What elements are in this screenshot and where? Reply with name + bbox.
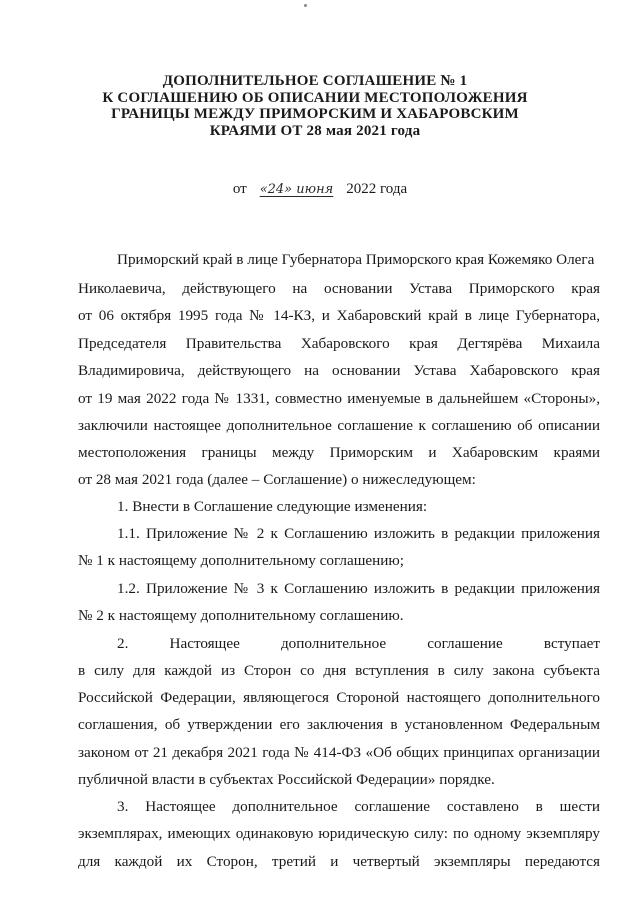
date-line [0, 181, 640, 198]
scan-speck [304, 4, 307, 7]
body-line: № 1 к настоящему дополнительному соглашению; [78, 552, 404, 569]
body-line: Владимировича, действующего на основании Устава Хабаровского края [78, 362, 600, 379]
body-line: 1.1. Приложение № 2 к Соглашению изложить в редакции приложения [117, 525, 600, 542]
body-line: Приморский край в лице Губернатора Приморского края Кожемяко Олега [117, 251, 595, 268]
body-line: местоположения границы между Приморским и Хабаровским краями [78, 444, 600, 461]
body-line: 1. Внести в Соглашение следующие изменения: [117, 498, 428, 515]
body-line: № 2 к настоящему дополнительному соглашению. [78, 607, 404, 624]
body-line: экземплярах, имеющих одинаковую юридическую силу: по одному экземпляру [78, 825, 600, 842]
handwritten-date: «24» июня [259, 182, 334, 197]
body-line: от 19 мая 2022 года № 1331, совместно именуемые в дальнейшем «Стороны», [78, 390, 600, 407]
body-line: Николаевича, действующего на основании Устава Приморского края [78, 280, 600, 297]
body-line: соглашения, об утверждении его заключения в установленном Федеральным [78, 716, 600, 733]
title-line: ГРАНИЦЫ МЕЖДУ ПРИМОРСКИМ И ХАБАРОВСКИМ [111, 106, 519, 122]
body-line: заключили настоящее дополнительное соглашение к соглашению об описании [78, 417, 600, 434]
title-line: ДОПОЛНИТЕЛЬНОЕ СОГЛАШЕНИЕ № 1 [162, 73, 468, 89]
date-prefix: от [232, 181, 247, 197]
body-line: публичной власти в субъектах Российской Федерации» порядке. [78, 771, 495, 788]
body-line: от 06 октября 1995 года № 14-КЗ, и Хабаровский край в лице Губернатора, [78, 307, 600, 324]
body-line: Российской Федерации, являющегося Стороной настоящего дополнительного [78, 689, 600, 706]
title-line: К СОГЛАШЕНИЮ ОБ ОПИСАНИИ МЕСТОПОЛОЖЕНИЯ [102, 89, 528, 106]
body-line: от 28 мая 2021 года (далее – Соглашение) о нижеследующем: [78, 471, 476, 488]
body-line: 2. Настоящее дополнительное соглашение вступает [117, 635, 600, 652]
body-line: для каждой их Сторон, третий и четвертый экземпляры передаются [78, 853, 600, 870]
body-line: в силу для каждой из Сторон со дня вступления в силу закона субъекта [78, 662, 600, 679]
body-line: 1.2. Приложение № 3 к Соглашению изложить в редакции приложения [117, 580, 600, 597]
date-suffix: 2022 года [346, 181, 408, 197]
document-title [80, 73, 550, 139]
body-line: Председателя Правительства Хабаровского края Дегтярёва Михаила [78, 335, 600, 352]
title-line: КРАЯМИ ОТ 28 мая 2021 года [209, 122, 421, 139]
body-line: 3. Настоящее дополнительное соглашение составлено в шести [117, 798, 600, 815]
body-line: законом от 21 декабря 2021 года № 414-ФЗ «Об общих принципах организации [78, 744, 600, 761]
